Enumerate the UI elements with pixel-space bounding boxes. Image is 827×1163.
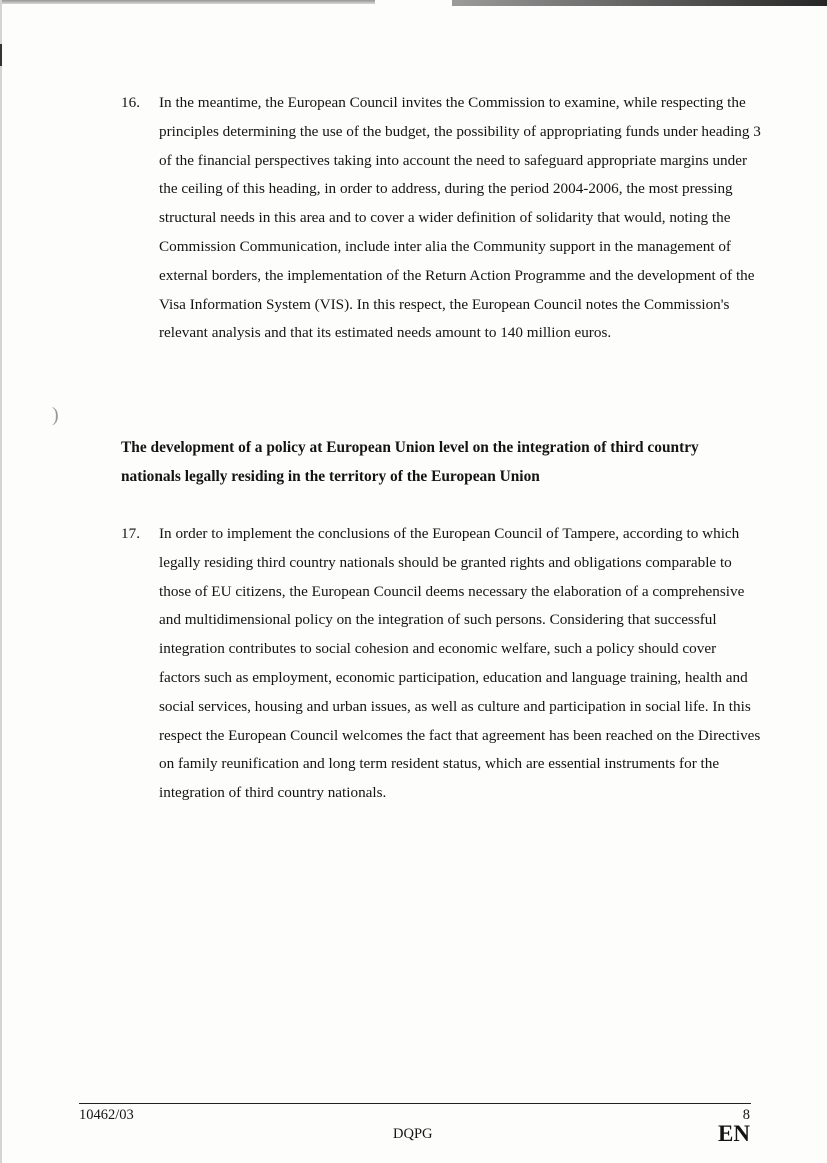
- scan-artifact-left-mark: [0, 44, 2, 66]
- scan-artifact-left-edge: [0, 0, 2, 1163]
- paragraph-number: 16.: [121, 94, 140, 111]
- paragraph-16: [121, 89, 761, 348]
- page-number: 8: [742, 1107, 750, 1123]
- paragraph-text: In order to implement the conclusions of the European Council of Tampere, according to which legally residing third country nationals should be granted rights and obligations comparable to those of EU citizens, the European Council deems necessary the elaboration of a comprehensive and multidimensional policy on the integration of such persons. Considering that successful integration contributes to social cohesion and economic welfare, such a policy should cover factors such as employment, economic participation, education and language training, health and social services, housing and urban issues, as well as culture and participation in social life. In this respect the European Council welcomes the fact that agreement has been reached on the Directives on family reunification and long term resident status, which are essential instruments for the integration of third country nationals.: [159, 525, 761, 802]
- paragraph-number: 17.: [121, 525, 140, 542]
- scan-artifact-mark: ): [52, 404, 59, 426]
- paragraph-text: In the meantime, the European Council invites the Commission to examine, while respecting the principles determining the use of the budget, the possibility of appropriating funds under heading 3 of the financial perspectives taking into account the need to safeguard appropriate margins under the ceiling of this heading, in order to address, during the period 2004-2006, the most pressing structural needs in this area and to cover a wider definition of solidarity that would, noting the Commission Communication, include inter alia the Community support in the management of external borders, the implementation of the Return Action Programme and the development of the Visa Information System (VIS). In this respect, the European Council notes the Commission's relevant analysis and that its estimated needs amount to 140 million euros.: [159, 94, 761, 342]
- department-code: DQPG: [393, 1126, 433, 1142]
- scan-artifact-top-right: [452, 0, 827, 6]
- document-reference: 10462/03: [79, 1107, 134, 1123]
- footer-divider: [79, 1103, 751, 1104]
- paragraph-17: [121, 520, 761, 808]
- language-code: EN: [718, 1121, 750, 1146]
- section-heading: The development of a policy at European Union level on the integration of third country nationals legally residing in the territory of the European Union: [121, 439, 699, 485]
- scan-artifact-top-left: [0, 0, 375, 4]
